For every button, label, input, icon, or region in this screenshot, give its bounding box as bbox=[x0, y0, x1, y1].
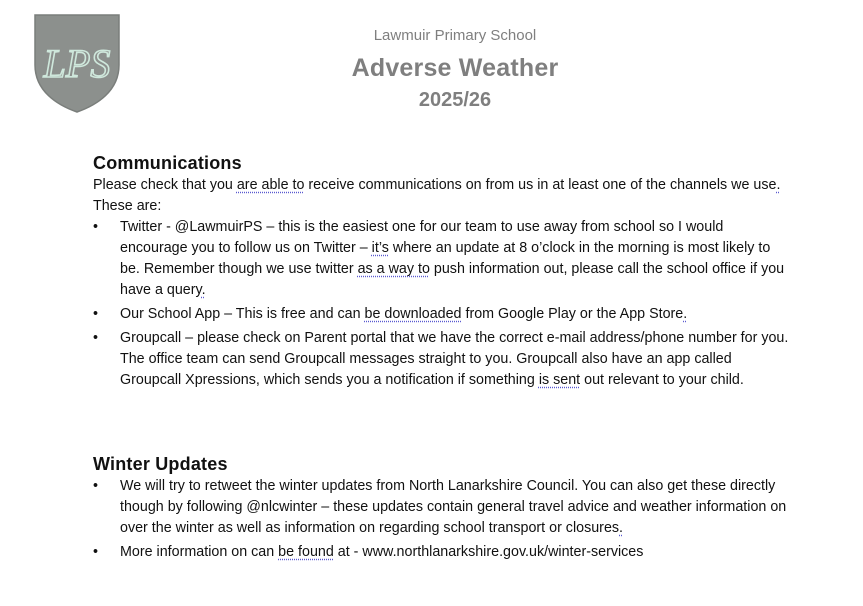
bullet-icon: • bbox=[93, 219, 99, 235]
bullet-icon: • bbox=[93, 544, 99, 560]
proofing-mark: be found bbox=[278, 544, 334, 560]
item-text: More information on can bbox=[120, 544, 279, 560]
proofing-mark: . bbox=[776, 177, 781, 193]
bullet-icon: • bbox=[93, 478, 99, 494]
list-item-school-app bbox=[93, 304, 790, 325]
item-text: push information out, please call the school office if you have a query bbox=[120, 261, 785, 298]
item-text: out relevant to your child. bbox=[580, 372, 744, 388]
item-text: at - www.northlanarkshire.gov.uk/winter-services bbox=[333, 544, 644, 560]
list-item-twitter bbox=[93, 217, 790, 301]
crest-letters: LPS bbox=[43, 41, 111, 86]
school-crest-logo bbox=[33, 13, 121, 113]
proofing-mark: . bbox=[683, 306, 688, 322]
communications-heading: Communications bbox=[93, 153, 242, 173]
intro-text: These are: bbox=[93, 198, 162, 214]
item-text: where an update at 8 o’clock in the morning is most likely to be. Remember though we use twitter bbox=[120, 240, 771, 277]
communications-section bbox=[93, 153, 793, 394]
winter-updates-heading: Winter Updates bbox=[93, 454, 228, 474]
proofing-mark: be downloaded bbox=[364, 306, 462, 322]
communications-channel-list bbox=[93, 217, 793, 391]
bullet-icon: • bbox=[93, 306, 99, 322]
list-item-groupcall bbox=[93, 328, 790, 391]
winter-updates-list bbox=[93, 476, 793, 563]
list-item-more-info bbox=[93, 542, 790, 563]
document-title: Adverse Weather bbox=[351, 54, 559, 82]
item-text: Twitter - @LawmuirPS – this is the easiest one for our team to use away from school so I would encourage you to follow us on Twitter – bbox=[120, 219, 724, 256]
winter-updates-section bbox=[93, 454, 793, 566]
proofing-mark: it’s bbox=[371, 240, 389, 256]
document-year: 2025/26 bbox=[418, 89, 492, 111]
item-text: Groupcall – please check on Parent portal that we have the correct e-mail address/phone number for you. The office team can send Groupcall messages straight to you. Groupcall also have an app called Groupcall Xpressions, which sends you a notification if something bbox=[120, 330, 789, 388]
proofing-mark: are able to bbox=[236, 177, 305, 193]
item-text: Our School App – This is free and can bbox=[120, 306, 365, 322]
bullet-icon: • bbox=[93, 330, 99, 346]
proofing-mark: is sent bbox=[538, 372, 581, 388]
proofing-mark: . bbox=[619, 520, 624, 536]
list-item-retweet bbox=[93, 476, 790, 539]
item-text: from Google Play or the App Store bbox=[461, 306, 684, 322]
intro-text: receive communications on from us in at least one of the channels we use bbox=[304, 177, 777, 193]
school-name: Lawmuir Primary School bbox=[373, 27, 537, 44]
intro-text: Please check that you bbox=[93, 177, 237, 193]
proofing-mark: . bbox=[201, 282, 206, 298]
item-text: We will try to retweet the winter updates from North Lanarkshire Council. You can also get these directly though by following @nlcwinter – these updates contain general travel advice and weather information on over the winter as well as information on regarding school transport or closures bbox=[120, 478, 787, 536]
communications-intro bbox=[93, 175, 793, 217]
proofing-mark: as a way to bbox=[357, 261, 430, 277]
